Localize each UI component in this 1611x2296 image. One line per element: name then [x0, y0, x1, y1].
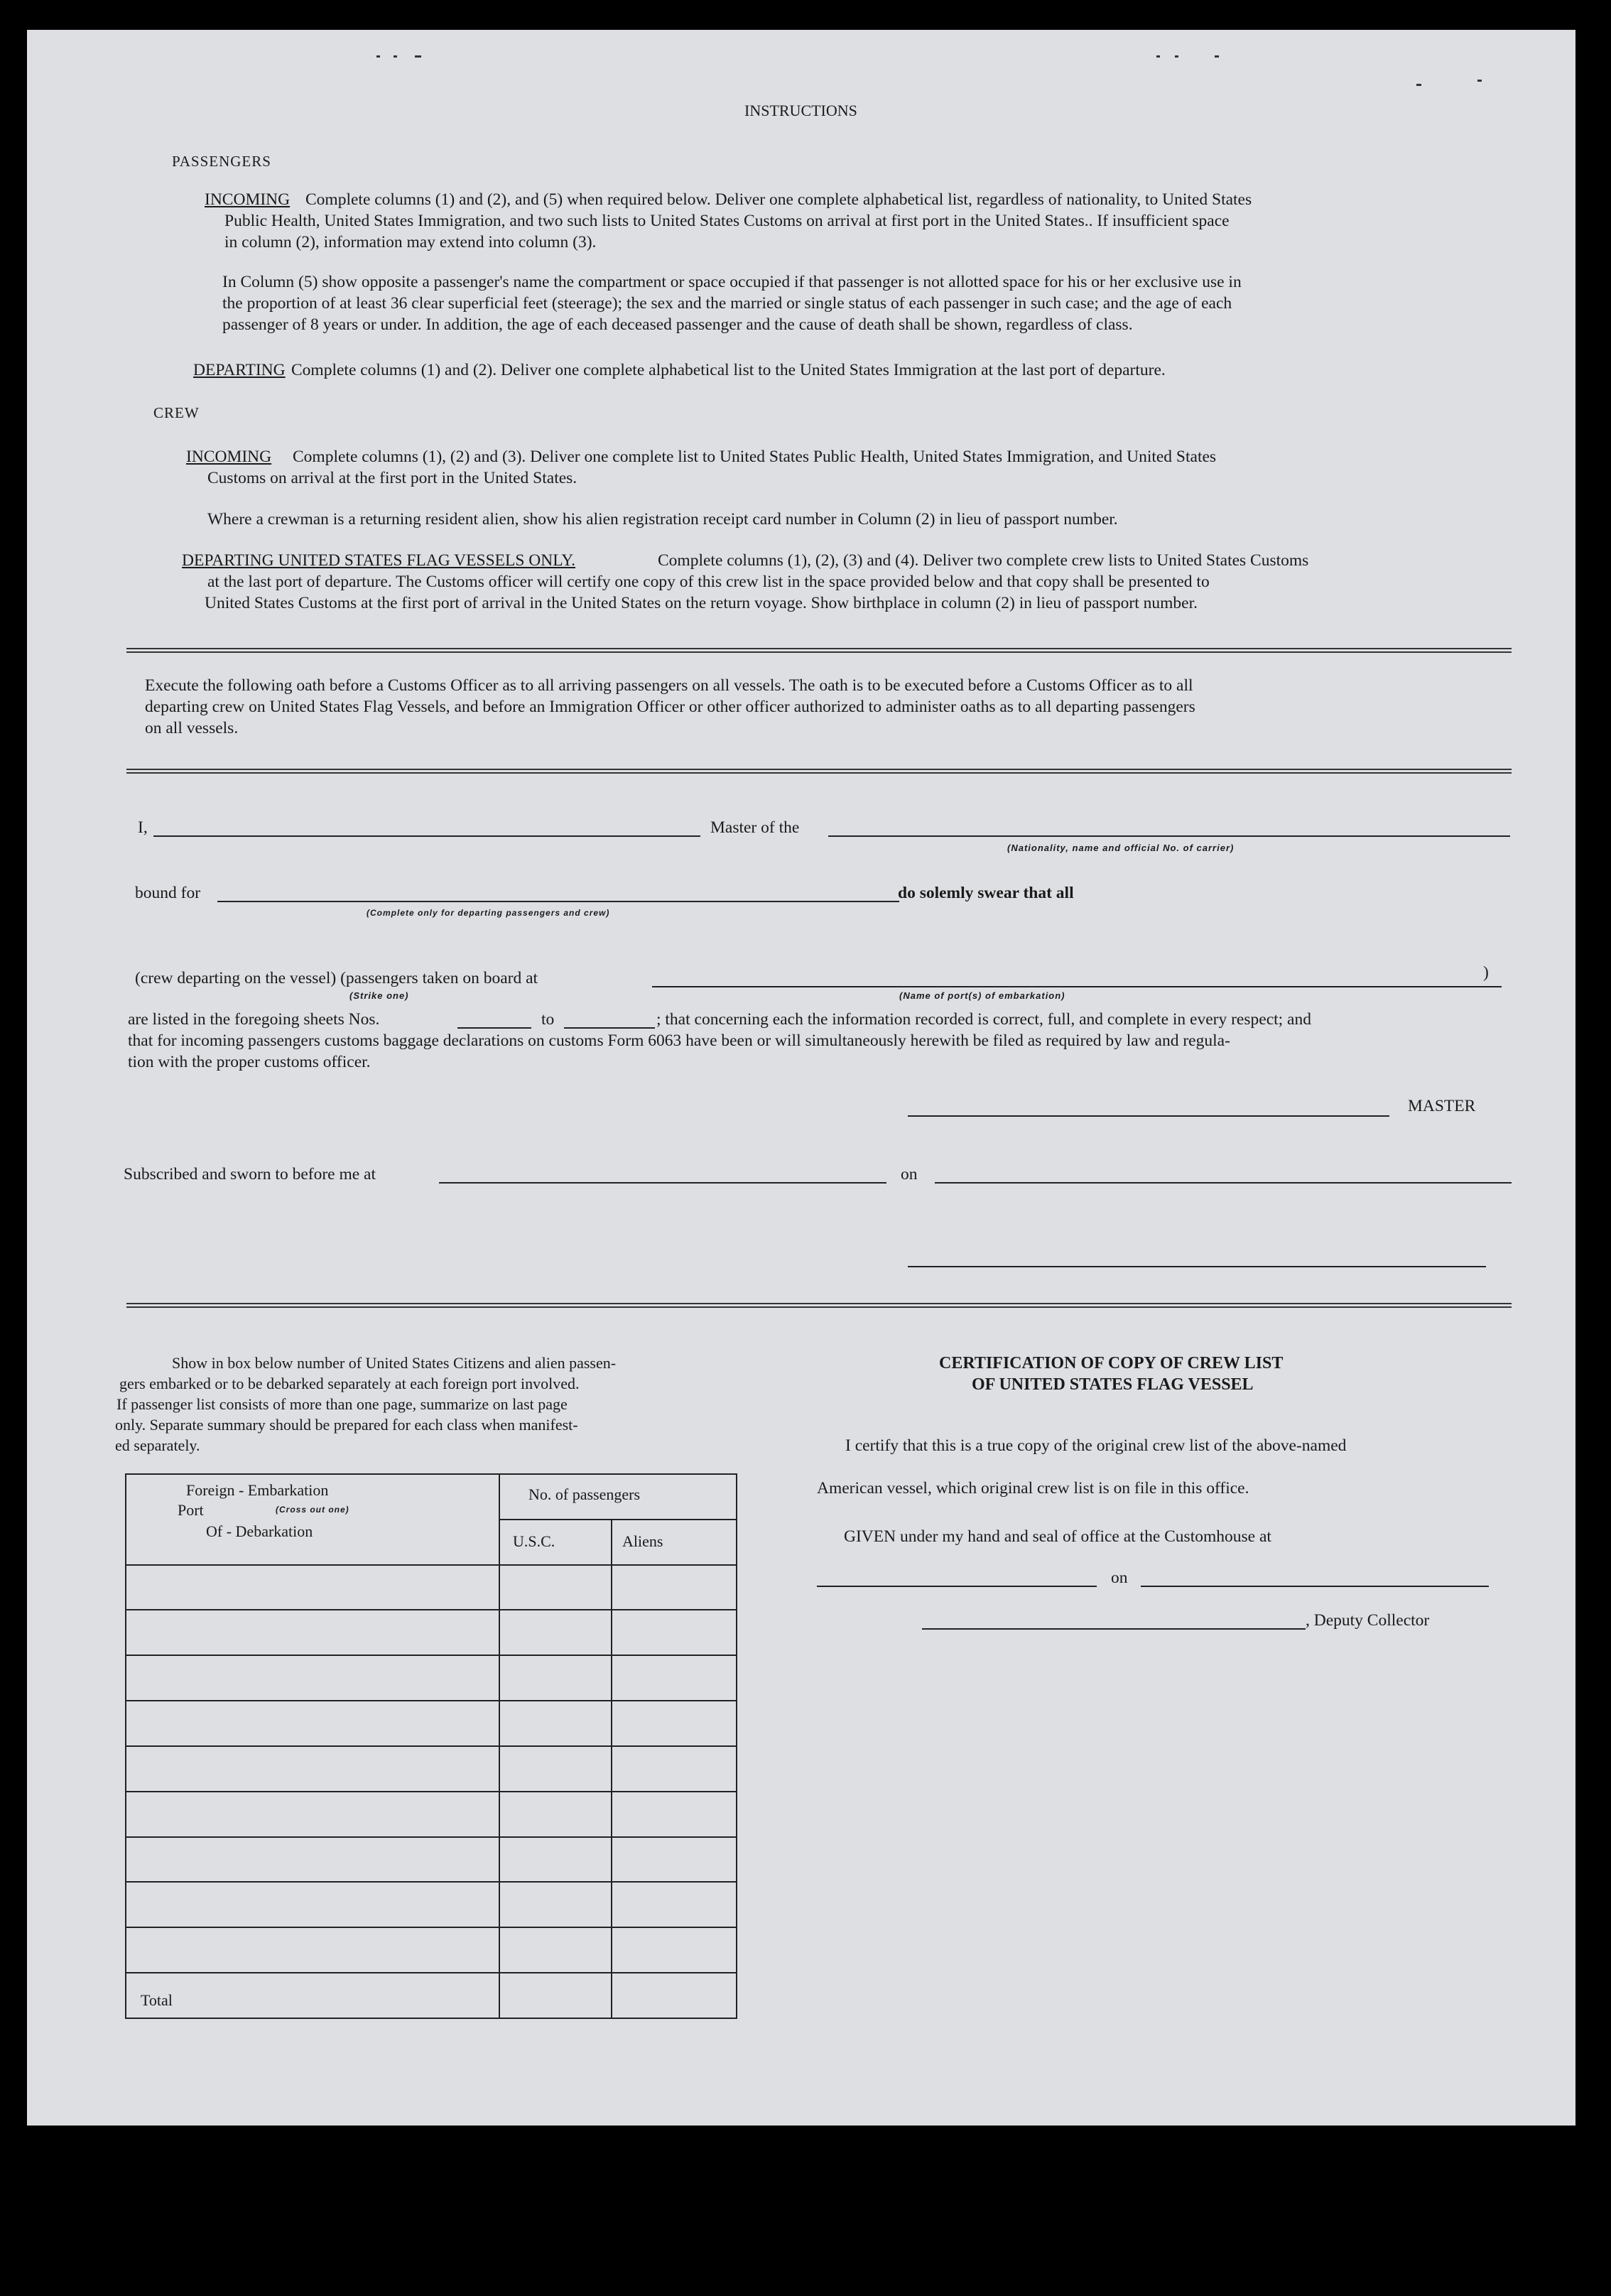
passenger-summary-table [125, 1473, 737, 2019]
port-header-cell [126, 1474, 499, 1565]
scan-speck [415, 55, 421, 58]
customhouse-field[interactable] [817, 1586, 1097, 1587]
passengers-header-cell [499, 1474, 737, 1520]
scan-speck [1477, 80, 1482, 82]
certification-on-label: on [1111, 1569, 1128, 1587]
page-title: INSTRUCTIONS [744, 102, 857, 119]
carrier-caption: (Nationality, name and official No. of carrier) [1007, 843, 1235, 853]
passengers-heading: PASSENGERS [172, 153, 271, 170]
crew-incoming-text: Complete columns (1), (2) and (3). Deliver one complete list to United States Public Health, United States Immigration, and United States [293, 448, 1217, 466]
scan-speck [1175, 55, 1178, 58]
master-of-label: Master of the [710, 818, 800, 837]
deputy-signature-field[interactable] [922, 1628, 1306, 1630]
certification-title: CERTIFICATION OF COPY OF CREW LIST [939, 1354, 1284, 1372]
swear-text: do solemly swear that all [898, 884, 1074, 902]
scan-speck [1416, 84, 1421, 86]
sworn-date-field[interactable] [935, 1182, 1512, 1184]
crew-heading: CREW [153, 404, 200, 421]
crew-flag-text: United States Customs at the first port of arrival in the United States on the return voyage. Show birthplace in column (2) in lieu of passport number. [205, 594, 1198, 612]
header-aliens: Aliens [622, 1532, 663, 1550]
officer-signature-field[interactable] [908, 1266, 1486, 1267]
listed-text: are listed in the foregoing sheets Nos. [128, 1010, 380, 1029]
table-row[interactable] [126, 1610, 737, 1655]
table-row[interactable] [126, 1927, 737, 1973]
divider-rule [126, 648, 1512, 653]
table-row[interactable] [126, 1837, 737, 1883]
summary-note: ed separately. [115, 1436, 200, 1454]
certification-date-field[interactable] [1141, 1586, 1489, 1587]
aliens-header-cell [612, 1520, 737, 1565]
summary-note: If passenger list consists of more than one page, summarize on last page [116, 1395, 568, 1413]
strike-caption: (Strike one) [349, 990, 409, 1001]
listed-text: that for incoming passengers customs baggage declarations on customs Form 6063 have been or will simultaneously herewith be filed as required by law and regula- [128, 1031, 1230, 1050]
scan-speck [376, 55, 380, 58]
header-port: Port [178, 1501, 204, 1519]
column5-text: passenger of 8 years or under. In addition, the age of each deceased passenger and the cause of death shall be shown, regardless of class. [222, 315, 1133, 334]
passengers-incoming-label: INCOMING [205, 190, 291, 209]
total-row[interactable] [126, 1973, 737, 2018]
listed-to: to [541, 1010, 555, 1029]
sworn-place-field[interactable] [439, 1182, 886, 1184]
header-passengers: No. of passengers [528, 1485, 641, 1503]
crew-incoming-text: Customs on arrival at the first port in the United States. [207, 469, 577, 487]
divider-rule [126, 769, 1512, 774]
header-cross-out: (Cross out one) [276, 1505, 349, 1515]
master-signature-field[interactable] [908, 1115, 1389, 1117]
sheet-to-field[interactable] [564, 1027, 655, 1029]
ports-caption: (Name of port(s) of embarkation) [899, 990, 1065, 1001]
divider-rule [126, 1303, 1512, 1308]
passengers-incoming-text: Complete columns (1) and (2), and (5) when required below. Deliver one complete alphabetical list, regardless of nationality, to United States [305, 190, 1252, 209]
listed-text: tion with the proper customs officer. [128, 1053, 371, 1071]
sheet-from-field[interactable] [457, 1027, 531, 1029]
carrier-field[interactable] [828, 835, 1510, 837]
certification-title: OF UNITED STATES FLAG VESSEL [972, 1375, 1254, 1394]
usc-header-cell [499, 1520, 612, 1565]
oath-intro-text: departing crew on United States Flag Vessels, and before an Immigration Officer or other officer authorized to administer oaths as to all departing passengers [145, 698, 1195, 716]
scan-speck [1215, 55, 1219, 58]
table-row[interactable] [126, 1655, 737, 1701]
scan-speck [394, 55, 397, 58]
table-row[interactable] [126, 1565, 737, 1610]
summary-note: Show in box below number of United States Citizens and alien passen- [172, 1354, 617, 1372]
header-foreign: Foreign - Embarkation [186, 1481, 329, 1499]
summary-note: gers embarked or to be debarked separately at each foreign port involved. [119, 1375, 580, 1392]
certification-text: American vessel, which original crew list is on file in this office. [817, 1479, 1249, 1498]
table-row[interactable] [126, 1792, 737, 1837]
certification-text: I certify that this is a true copy of the original crew list of the above-named [845, 1436, 1347, 1455]
oath-i-label: I, [138, 818, 148, 837]
bound-for-label: bound for [135, 884, 201, 902]
crew-flag-text: at the last port of departure. The Customs officer will certify one copy of this crew list in the space provided below and that copy shall be presented to [207, 573, 1210, 591]
embarkation-port-field[interactable] [652, 986, 1502, 987]
crew-flag-label: DEPARTING UNITED STATES FLAG VESSELS ONLY. [182, 551, 576, 570]
listed-text: ; that concerning each the information recorded is correct, full, and complete in every respect; and [656, 1010, 1311, 1029]
sworn-on-label: on [901, 1165, 918, 1184]
oath-intro-text: on all vessels. [145, 719, 239, 737]
summary-note: only. Separate summary should be prepared for each class when manifest- [115, 1416, 578, 1434]
table-row[interactable] [126, 1746, 737, 1792]
crew-departing-text: (crew departing on the vessel) (passengers taken on board at [135, 969, 538, 987]
master-name-field[interactable] [153, 835, 700, 837]
header-of: Of - Debarkation [206, 1522, 313, 1540]
bound-for-caption: (Complete only for departing passengers and crew) [367, 908, 610, 918]
total-label: Total [141, 1991, 173, 2010]
oath-intro-text: Execute the following oath before a Customs Officer as to all arriving passengers on all vessels. The oath is to be executed before a Customs Officer as to all [145, 676, 1193, 695]
table-row[interactable] [126, 1701, 737, 1746]
crew-resident-text: Where a crewman is a returning resident alien, show his alien registration receipt card number in Column (2) in lieu of passport number. [207, 510, 1118, 529]
passengers-incoming-text: Public Health, United States Immigration, and two such lists to United States Customs on arrival at first port in the United States.. If insufficient space [224, 212, 1230, 230]
deputy-collector-label: , Deputy Collector [1306, 1611, 1430, 1630]
form-page [27, 30, 1575, 2126]
close-paren: ) [1483, 963, 1489, 982]
table-row[interactable] [126, 1882, 737, 1927]
certification-text: GIVEN under my hand and seal of office at the Customhouse at [844, 1527, 1271, 1546]
crew-flag-text: Complete columns (1), (2), (3) and (4). Deliver two complete crew lists to United States Customs [658, 551, 1309, 570]
subscribed-text: Subscribed and sworn to before me at [124, 1165, 376, 1184]
scan-speck [1156, 55, 1160, 58]
passengers-departing-text: Complete columns (1) and (2). Deliver one complete alphabetical list to the United States Immigration at the last port of departure. [291, 361, 1166, 379]
master-label: MASTER [1408, 1097, 1476, 1115]
passengers-incoming-text: in column (2), information may extend into column (3). [224, 233, 597, 251]
passengers-departing-label: DEPARTING [193, 361, 286, 379]
crew-incoming-label: INCOMING [186, 448, 272, 466]
bound-for-field[interactable] [217, 901, 899, 902]
column5-text: the proportion of at least 36 clear superficial feet (steerage); the sex and the married or single status of each passenger in such case; and the age of each [222, 294, 1232, 313]
header-usc: U.S.C. [513, 1532, 555, 1550]
column5-text: In Column (5) show opposite a passenger's name the compartment or space occupied if that passenger is not allotted space for his or her exclusive use in [222, 273, 1242, 291]
